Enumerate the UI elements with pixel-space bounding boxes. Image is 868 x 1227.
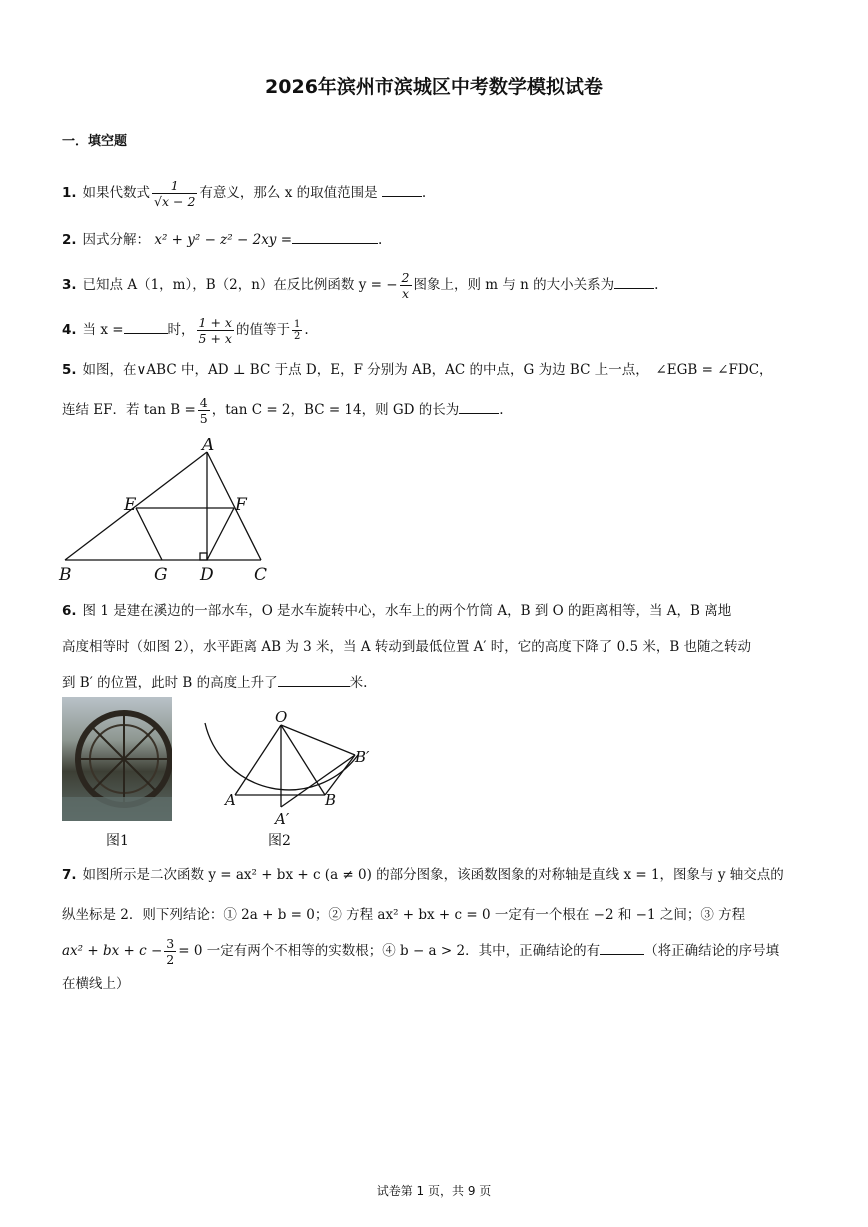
- label-a-prime: A′: [275, 810, 290, 828]
- page-footer: 试卷第 1 页，共 9 页: [376, 1184, 492, 1198]
- figure-2-caption: 图2: [268, 833, 291, 849]
- label-o: O: [275, 708, 288, 726]
- label-b: B: [59, 565, 72, 585]
- question-2: 2. 因式分解： x² + y² − z² − 2xy = .: [62, 225, 812, 255]
- q4-fraction: $\frac{1 + x}{5 + x}$: [198, 315, 232, 346]
- answer-blank[interactable]: [459, 399, 499, 414]
- right-angle-mark: [200, 553, 207, 560]
- question-number: 2.: [62, 232, 77, 248]
- q7-fraction: $\frac{3}{2}$: [166, 936, 175, 967]
- question-1: 1. 如果代数式 $\frac{1}{√x - 2}$ 有意义，那么 x 的取值范围是 .: [62, 178, 427, 209]
- answer-blank[interactable]: [124, 319, 168, 334]
- q4-half: $\frac{1}{2}$: [293, 319, 301, 342]
- label-e: E: [124, 495, 137, 515]
- question-6: 6. 图 1 是建在溪边的一部水车，O 是水车旋转中心，水车上的两个竹筒 A，B 到 O 的距离相等，当 A，B 离地 高度相等时（如图 2），水平距离 AB 为 3 米，当 A 转动到最低位置 A′ 时，它的高度下降了 0.5 米，B 也随之转动 到 B′ 的位置，此时 B 的高度上升了 米.: [62, 603, 752, 691]
- answer-blank[interactable]: [600, 940, 644, 955]
- segment-ob1: [281, 725, 355, 755]
- question-number: 7.: [62, 867, 77, 883]
- question-number: 6.: [62, 603, 77, 619]
- label-b-prime: B′: [355, 748, 370, 766]
- q1-pre: 如果代数式: [82, 185, 151, 201]
- label-g: G: [154, 565, 168, 585]
- label-a: A: [225, 791, 236, 809]
- label-a: A: [202, 438, 215, 455]
- question-5: 5. 如图，在∨ABC 中，AD ⊥ BC 于点 D，E，F 分别为 AB，AC 的中点，G 为边 BC 上一点， ∠EGB = ∠FDC， 连结 EF．若 tan B = $\frac{4}{5}$ ，tan C = 2，BC = 14，则 GD 的长为 .: [62, 362, 773, 426]
- segment-a1b1: [281, 755, 355, 807]
- question-4: 4. 当 x = 时， $\frac{1 + x}{5 + x}$ 的值等于 $\frac{1}{2}$ .: [62, 315, 309, 346]
- question-number: 1.: [62, 185, 77, 201]
- label-c: C: [254, 565, 268, 585]
- page-title: 2026年滨州市滨城区中考数学模拟试卷: [265, 76, 603, 98]
- label-d: D: [200, 565, 214, 585]
- figure-1-caption: 图1: [106, 833, 129, 849]
- question-3: 3. 已知点 A（1，m），B（2，n）在反比例函数 y = − $\frac{2}{x}$ 图象上，则 m 与 n 的大小关系为 .: [62, 270, 659, 301]
- segment-bb1: [325, 755, 355, 795]
- q1-fraction: $\frac{1}{√x - 2}$: [154, 178, 196, 209]
- answer-blank[interactable]: [614, 274, 654, 289]
- segment-ob: [281, 725, 325, 795]
- q5-fraction: $\frac{4}{5}$: [199, 395, 208, 426]
- label-f: F: [235, 495, 247, 515]
- q3-fraction: $\frac{2}{x}$: [401, 270, 410, 301]
- waterwheel-drawing: [62, 697, 172, 821]
- question-number: 4.: [62, 322, 77, 338]
- answer-blank[interactable]: [382, 182, 422, 197]
- section-heading: 一．填空题: [62, 134, 128, 149]
- question-7: 7. 如图所示是二次函数 y = ax² + bx + c (a ≠ 0) 的部分图象，该函数图象的对称轴是直线 x = 1，图象与 y 轴交点的 纵坐标是 2．则下列结论：① 2a + b = 0；② 方程 ax² + bx + c = 0 一定有一个根在 −2 和 −1 之间；③ 方程 ax² + bx + c − $\frac{3}{2}$ = 0 一定有两个不相等的实数根；④ b − a > 2．其中，正确结论的有 （将正确结论的序号填 在横线上）: [62, 867, 784, 992]
- q1-post: 有意义，那么 x 的取值范围是: [199, 185, 378, 201]
- question-number: 3.: [62, 277, 77, 293]
- segment-eg: [136, 508, 162, 560]
- circle-figure: [195, 705, 380, 830]
- triangle-figure: [55, 438, 275, 588]
- answer-blank[interactable]: [278, 672, 350, 687]
- answer-blank[interactable]: [292, 229, 378, 244]
- segment-fd: [207, 508, 234, 560]
- label-b: B: [325, 791, 337, 809]
- q2-expression: x² + y² − z² − 2xy =: [154, 232, 293, 248]
- waterwheel-photo: [62, 697, 172, 821]
- question-number: 5.: [62, 362, 77, 378]
